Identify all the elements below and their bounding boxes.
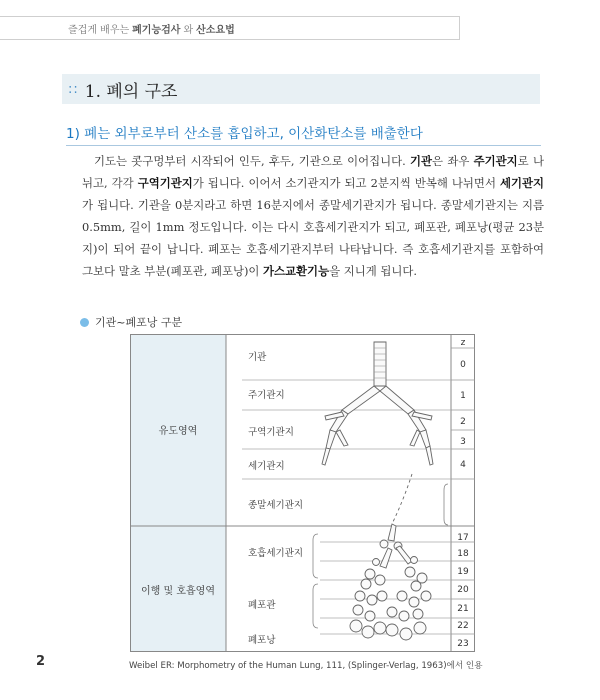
generation-17: 17 — [457, 533, 469, 543]
generation-3: 3 — [460, 437, 466, 447]
header-prefix: 즐겁게 배우는 — [68, 24, 130, 36]
generation-2: 2 — [460, 417, 466, 427]
section-title-bar — [62, 74, 540, 104]
header-bold: 폐기능검사 — [132, 24, 181, 36]
para-text-1: 기도는 콧구멍부터 시작되어 인두, 후두, 기관으로 이어집니다. — [94, 154, 411, 168]
subheading: 1) 폐는 외부로부터 산소를 흡입하고, 이산화탄소를 배출한다 — [66, 122, 541, 146]
para-text-3: 로 나뉘고, 각각 — [82, 154, 544, 190]
para-text-6: 을 지니게 됩니다. — [329, 264, 417, 278]
generation-21: 21 — [457, 604, 469, 614]
zone-label-conducting: 유도영역 — [158, 426, 198, 437]
airway-tree-drawing — [322, 342, 433, 465]
structure-segmental-bronchus: 구역기관지 — [248, 427, 294, 438]
generation-4: 4 — [460, 460, 466, 470]
running-header — [0, 16, 460, 40]
dashed-branch — [392, 474, 412, 524]
airway-figure — [130, 334, 475, 652]
source-citation: Weibel ER: Morphometry of the Human Lung, 111, (Splinger-Verlag, 1963)에서 인용 — [129, 661, 483, 671]
generation-19: 19 — [457, 567, 469, 577]
generation-1: 1 — [460, 391, 466, 401]
generation-23: 23 — [457, 639, 469, 649]
generation-20: 20 — [457, 585, 469, 595]
section-title: 1. 폐의 구조 — [84, 81, 178, 102]
para-bold-2: 주기관지 — [473, 154, 518, 168]
structure-trachea: 기관 — [248, 352, 267, 363]
structure-terminal-bronchiole: 종말세기관지 — [248, 500, 304, 511]
header-mid: 와 — [183, 24, 194, 36]
header-suffix: 산소요법 — [196, 24, 235, 36]
structure-respiratory-bronchiole: 호흡세기관지 — [248, 548, 304, 559]
generation-0: 0 — [460, 360, 466, 370]
bracket-lines — [313, 484, 448, 628]
para-text-2: 은 좌우 — [432, 154, 474, 168]
structure-alveolar-duct: 폐포관 — [248, 600, 276, 611]
page-number: 2 — [36, 654, 46, 669]
para-text-4: 가 됩니다. 이어서 소기관지가 되고 2분지씩 반복해 나뉘면서 — [192, 176, 500, 190]
respiratory-drawing — [350, 524, 431, 640]
para-bold-5: 가스교환기능 — [263, 264, 330, 278]
figure-caption-text: 기관~폐포낭 구분 — [95, 316, 183, 329]
structure-alveolar-sac: 폐포낭 — [248, 635, 276, 646]
para-bold-4: 세기관지 — [499, 176, 544, 190]
structure-bronchiole: 세기관지 — [248, 461, 285, 472]
structure-main-bronchus: 주기관지 — [248, 390, 285, 401]
generation-22: 22 — [457, 621, 469, 631]
para-text-5: 가 됩니다. 기관을 0분지라고 하면 16분지에서 종말세기관지가 됩니다. 종말세기관지는 지름 0.5mm, 길이 1mm 정도입니다. 이는 다시 호흡세기관지가 되고, 폐포관, 폐포낭(평균 23분지)이 되어 끝이 납니다. 폐포는 호흡세기관지부터 나타납니다. 즉 호흡세기관지를 포함하여 그보다 말초 부분(폐포관, 폐포낭)이 — [82, 198, 544, 278]
body-paragraph — [82, 150, 544, 282]
generation-18: 18 — [457, 549, 469, 559]
generation-z-label: z — [460, 338, 466, 348]
zone-label-respiratory: 이행 및 호흡영역 — [141, 586, 215, 597]
para-bold-3: 구역기관지 — [137, 176, 193, 190]
section-marker: :: — [68, 81, 79, 97]
figure-caption — [80, 314, 182, 330]
para-bold-1: 기관 — [410, 154, 433, 168]
bullet-dot-icon — [80, 318, 89, 327]
